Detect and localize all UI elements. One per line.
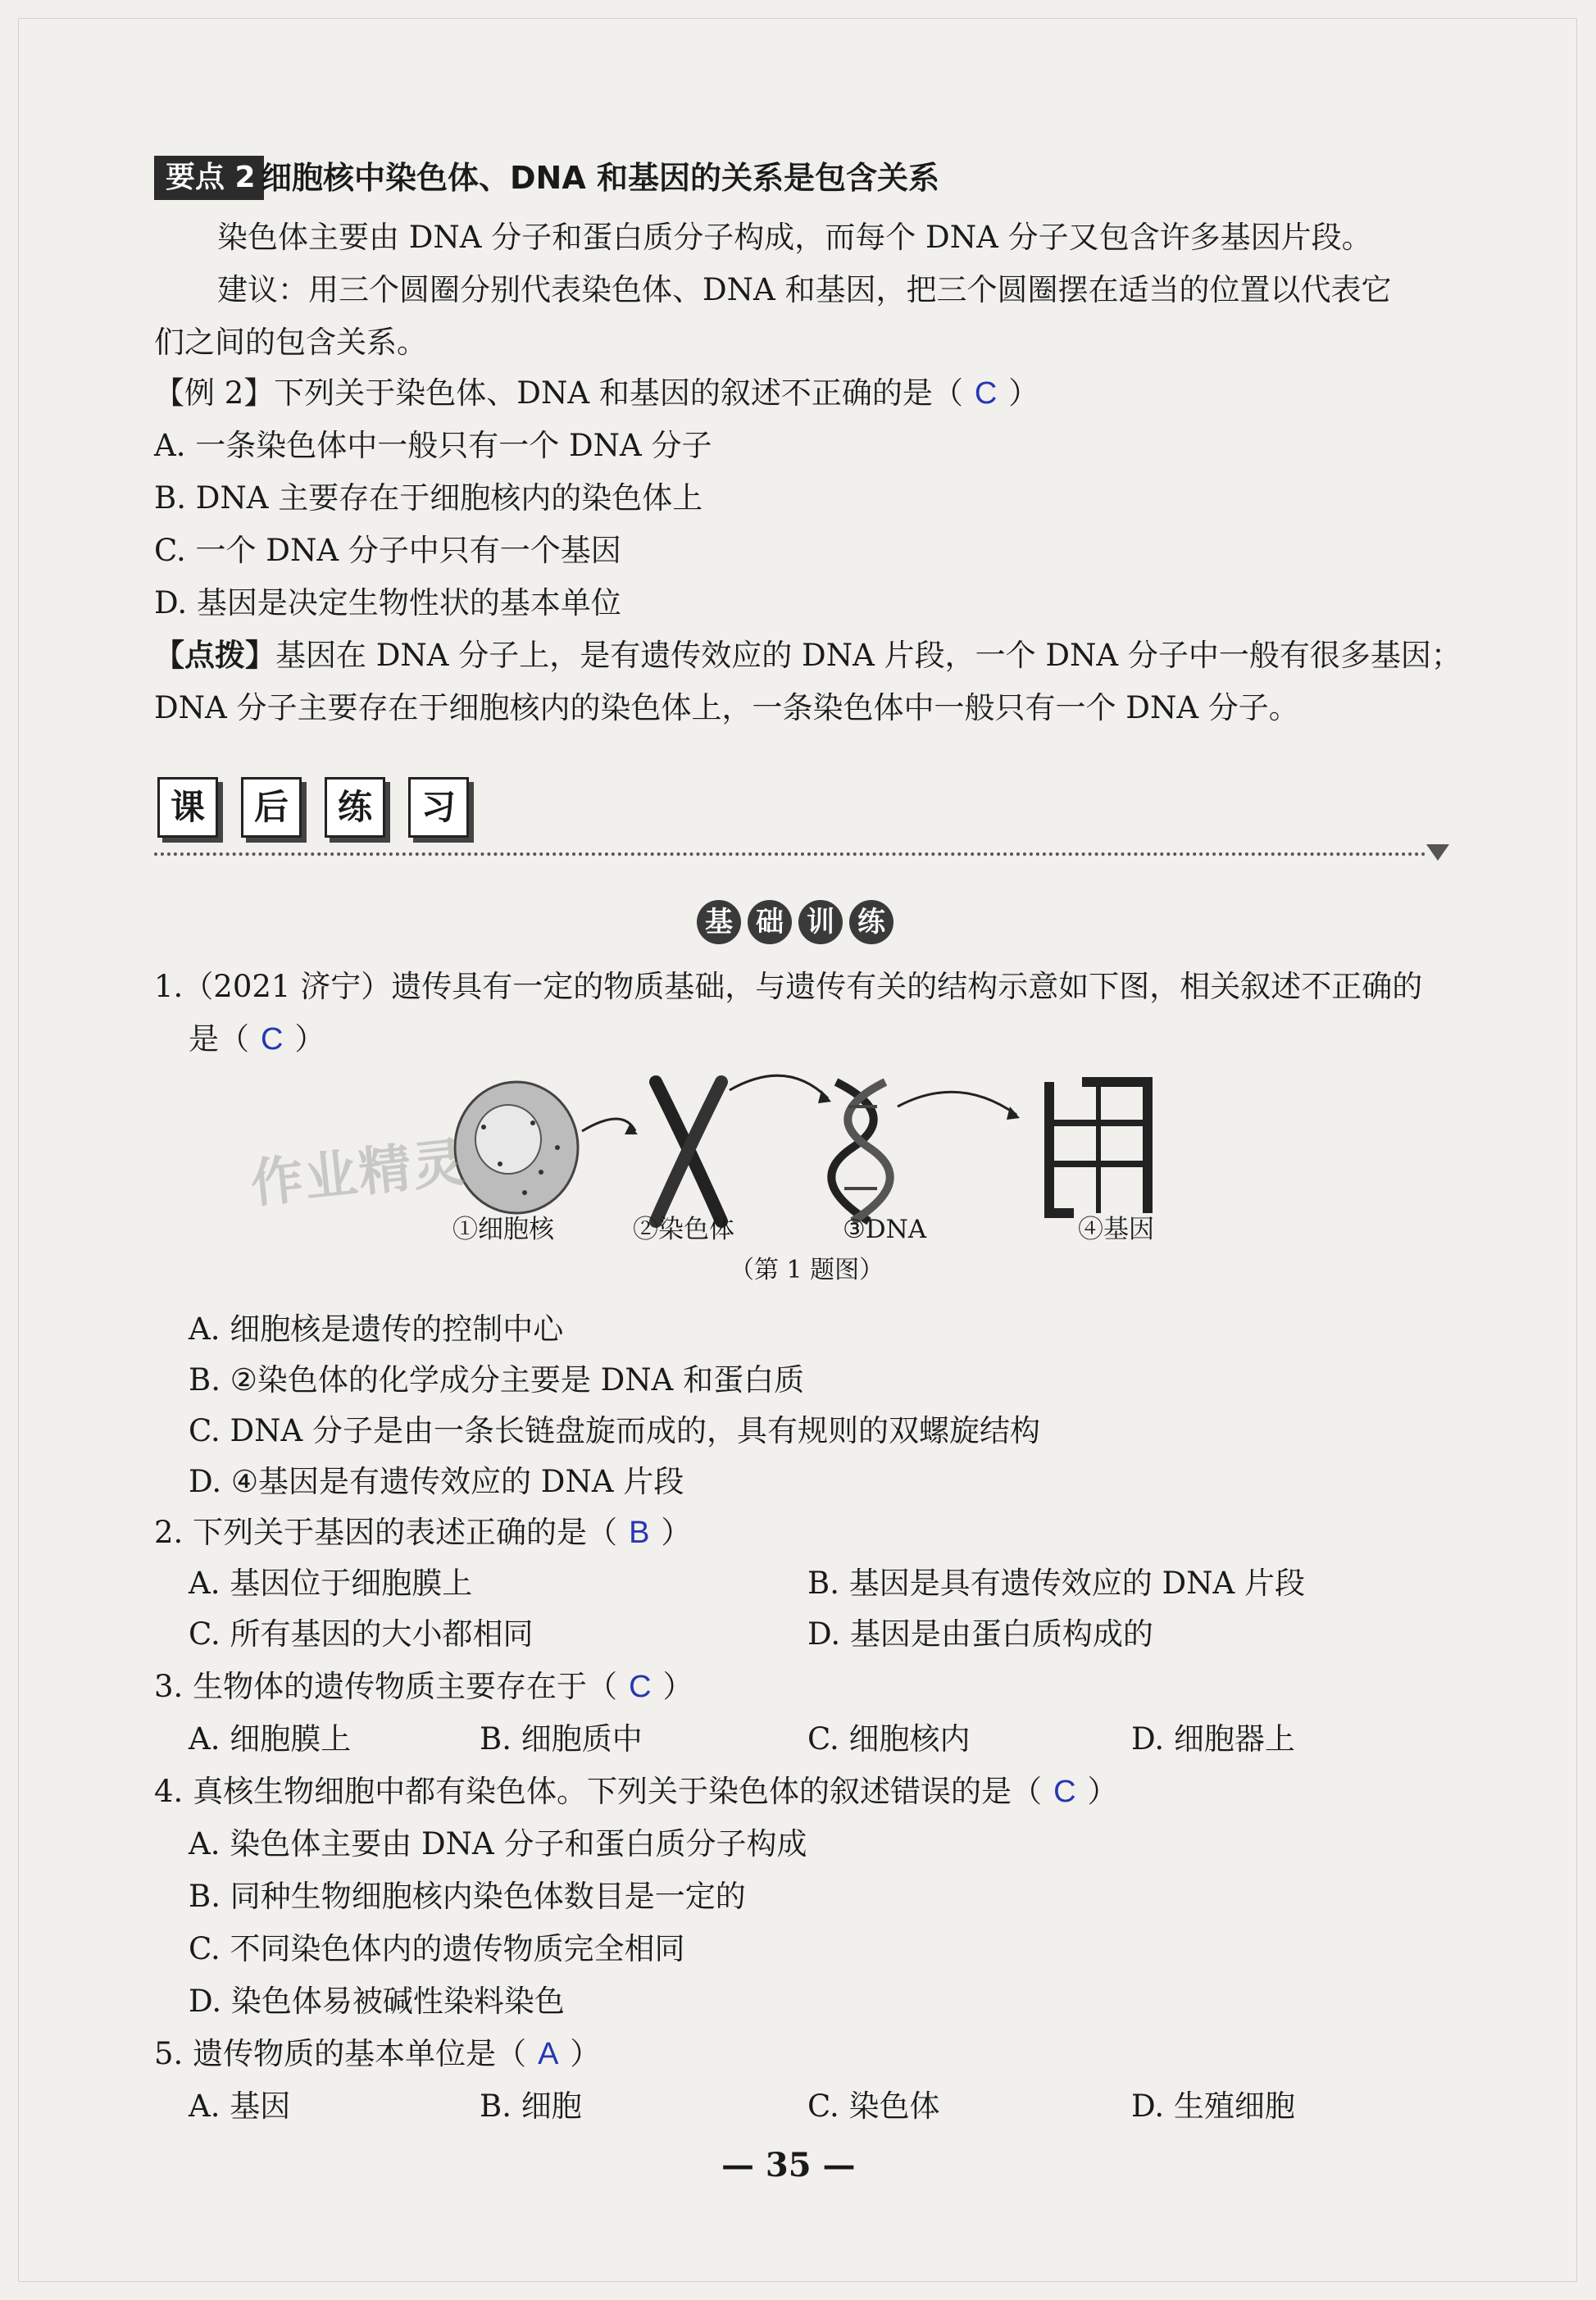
example-tip-line-1 — [154, 633, 1462, 679]
q4-option-d: D. 染色体易被碱性染料染色 — [189, 1984, 565, 2019]
chromosome-icon — [656, 1082, 721, 1221]
example-tip-line-2: DNA 分子主要存在于细胞核内的染色体上，一条染色体中一般只有一个 DNA 分子。 — [154, 690, 1299, 725]
q1-option-b: B. ②染色体的化学成分主要是 DNA 和蛋白质 — [189, 1362, 805, 1398]
figure-label-nucleus: ①细胞核 — [452, 1215, 554, 1244]
q5-option-a: A. 基因 — [189, 2089, 291, 2124]
q3-stem-text: 3. 生物体的遗传物质主要存在于（ — [154, 1669, 618, 1704]
example-option-c: C. 一个 DNA 分子中只有一个基因 — [154, 533, 621, 568]
subsection-char-4: 练 — [849, 900, 893, 944]
q5-stem-text: 5. 遗传物质的基本单位是（ — [154, 2036, 527, 2071]
q4-stem-text: 4. 真核生物细胞中都有染色体。下列关于染色体的叙述错误的是（ — [154, 1774, 1043, 1809]
section-char-2: 后 — [241, 777, 302, 838]
q5-option-c: C. 染色体 — [807, 2089, 940, 2124]
nucleus-icon — [455, 1082, 578, 1213]
q1-option-a: A. 细胞核是遗传的控制中心 — [189, 1311, 564, 1347]
q5-stem — [154, 2031, 600, 2077]
example-stem-close: ） — [1008, 375, 1039, 411]
q3-option-b: B. 细胞质中 — [480, 1721, 643, 1757]
example-option-b: B. DNA 主要存在于细胞核内的染色体上 — [154, 480, 703, 516]
q5-option-b: B. 细胞 — [480, 2089, 582, 2124]
q5-stem-close: ） — [570, 2036, 601, 2071]
example-stem — [154, 370, 1039, 416]
q4-option-c: C. 不同染色体内的遗传物质完全相同 — [189, 1931, 685, 1966]
q1-stem-line-2 — [189, 1016, 325, 1062]
key-point-tag: 要点 2 — [154, 156, 264, 200]
q1-option-d: D. ④基因是有遗传效应的 DNA 片段 — [189, 1464, 684, 1499]
key-point-title: 细胞核中染色体、DNA 和基因的关系是包含关系 — [261, 160, 939, 196]
q2-option-d: D. 基因是由蛋白质构成的 — [807, 1616, 1153, 1652]
q1-stem-line-1: 1.（2021 济宁）遗传具有一定的物质基础，与遗传有关的结构示意如下图，相关叙述不正确的 — [154, 969, 1423, 1004]
figure-caption: （第 1 题图） — [730, 1256, 884, 1284]
q2-option-c: C. 所有基因的大小都相同 — [189, 1616, 534, 1652]
q4-answer: C — [1053, 1775, 1076, 1809]
section-char-1: 课 — [157, 777, 218, 838]
watermark: 作业精灵 — [248, 1132, 470, 1216]
q1-stem-open: 是（ — [189, 1021, 249, 1057]
q4-option-a: A. 染色体主要由 DNA 分子和蛋白质分子构成 — [189, 1826, 807, 1861]
subsection-char-2: 础 — [748, 900, 792, 944]
dna-helix-icon — [831, 1082, 889, 1221]
q3-option-c: C. 细胞核内 — [807, 1721, 971, 1757]
subsection-char-3: 训 — [798, 900, 843, 944]
q3-stem-close: ） — [662, 1669, 693, 1704]
example-option-a: A. 一条染色体中一般只有一个 DNA 分子 — [154, 428, 712, 463]
subsection-char-1: 基 — [697, 900, 741, 944]
key-point-paragraph-2a: 建议：用三个圆圈分别代表染色体、DNA 和基因，把三个圆圈摆在适当的位置以代表它 — [217, 272, 1392, 307]
arrow-2-icon — [730, 1075, 828, 1098]
q5-option-d: D. 生殖细胞 — [1131, 2089, 1295, 2124]
q2-stem — [154, 1510, 691, 1556]
example-answer: C — [974, 376, 998, 411]
q3-option-a: A. 细胞膜上 — [189, 1721, 352, 1757]
q4-option-b: B. 同种生物细胞核内染色体数目是一定的 — [189, 1879, 746, 1914]
figure-label-dna: ③DNA — [843, 1215, 927, 1244]
arrow-3-icon — [898, 1092, 1016, 1115]
q3-answer: C — [629, 1670, 652, 1704]
q1-option-c: C. DNA 分子是由一条长链盘旋而成的，具有规则的双螺旋结构 — [189, 1413, 1041, 1448]
figure-label-gene: ④基因 — [1078, 1215, 1154, 1244]
figure-label-chromosome: ②染色体 — [633, 1215, 734, 1244]
page-number: — 35 — — [721, 2146, 856, 2184]
key-point-paragraph-2b: 们之间的包含关系。 — [154, 325, 427, 360]
q2-answer: B — [629, 1516, 650, 1550]
q4-stem-close: ） — [1087, 1774, 1118, 1809]
example-option-d: D. 基因是决定生物性状的基本单位 — [154, 585, 621, 620]
q1-answer: C — [261, 1022, 284, 1057]
tip-text-1: 基因在 DNA 分子上，是有遗传效应的 DNA 片段，一个 DNA 分子中一般有很多基因； — [275, 638, 1462, 673]
q2-stem-close: ） — [661, 1515, 692, 1550]
q3-option-d: D. 细胞器上 — [1131, 1721, 1295, 1757]
example-stem-text: 【例 2】下列关于染色体、DNA 和基因的叙述不正确的是（ — [154, 375, 963, 411]
gene-segment-icon — [1049, 1082, 1148, 1213]
key-point-paragraph-1: 染色体主要由 DNA 分子和蛋白质分子构成，而每个 DNA 分子又包含许多基因片段。 — [217, 220, 1372, 255]
q2-option-b: B. 基因是具有遗传效应的 DNA 片段 — [807, 1566, 1305, 1601]
q1-stem-close: ） — [294, 1021, 325, 1057]
section-divider — [154, 852, 1426, 856]
divider-arrow-icon — [1426, 844, 1449, 861]
section-char-4: 习 — [408, 777, 469, 838]
q4-stem — [154, 1769, 1118, 1815]
q2-option-a: A. 基因位于细胞膜上 — [189, 1566, 473, 1601]
q3-stem — [154, 1664, 693, 1710]
tip-label: 【点拨】 — [154, 638, 275, 673]
q2-stem-text: 2. 下列关于基因的表述正确的是（ — [154, 1515, 618, 1550]
q5-answer: A — [538, 2037, 559, 2071]
section-char-3: 练 — [325, 777, 385, 838]
